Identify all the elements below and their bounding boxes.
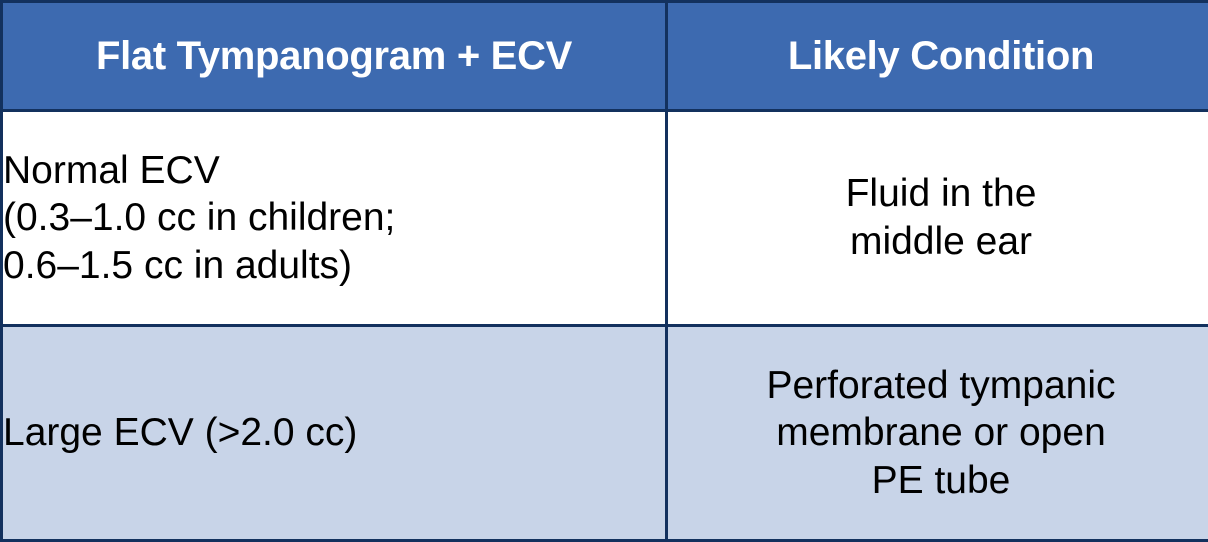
column-header-flat-tympanogram-ecv: Flat Tympanogram + ECV bbox=[2, 2, 667, 111]
cell-line: Perforated tympanic bbox=[766, 363, 1116, 407]
cell-line: membrane or open bbox=[776, 411, 1106, 455]
table-row bbox=[2, 326, 1208, 541]
cell-line: Large ECV (>2.0 cc) bbox=[3, 411, 358, 455]
cell-line: 0.6–1.5 cc in adults) bbox=[3, 243, 353, 287]
cell-ecv-description bbox=[2, 111, 667, 326]
cell-ecv-description bbox=[2, 326, 667, 541]
table-header-row bbox=[2, 2, 1208, 111]
table-header bbox=[2, 2, 1208, 111]
column-header-likely-condition: Likely Condition bbox=[667, 2, 1208, 111]
table-row bbox=[2, 111, 1208, 326]
cell-line: middle ear bbox=[849, 220, 1033, 263]
cell-line: (0.3–1.0 cc in children; bbox=[3, 196, 396, 240]
cell-line: Normal ECV bbox=[3, 148, 220, 192]
cell-likely-condition bbox=[667, 111, 1208, 326]
cell-likely-condition bbox=[667, 326, 1208, 541]
cell-line: PE tube bbox=[871, 458, 1011, 502]
table-body bbox=[2, 111, 1208, 541]
cell-line: Fluid in the bbox=[845, 172, 1037, 216]
